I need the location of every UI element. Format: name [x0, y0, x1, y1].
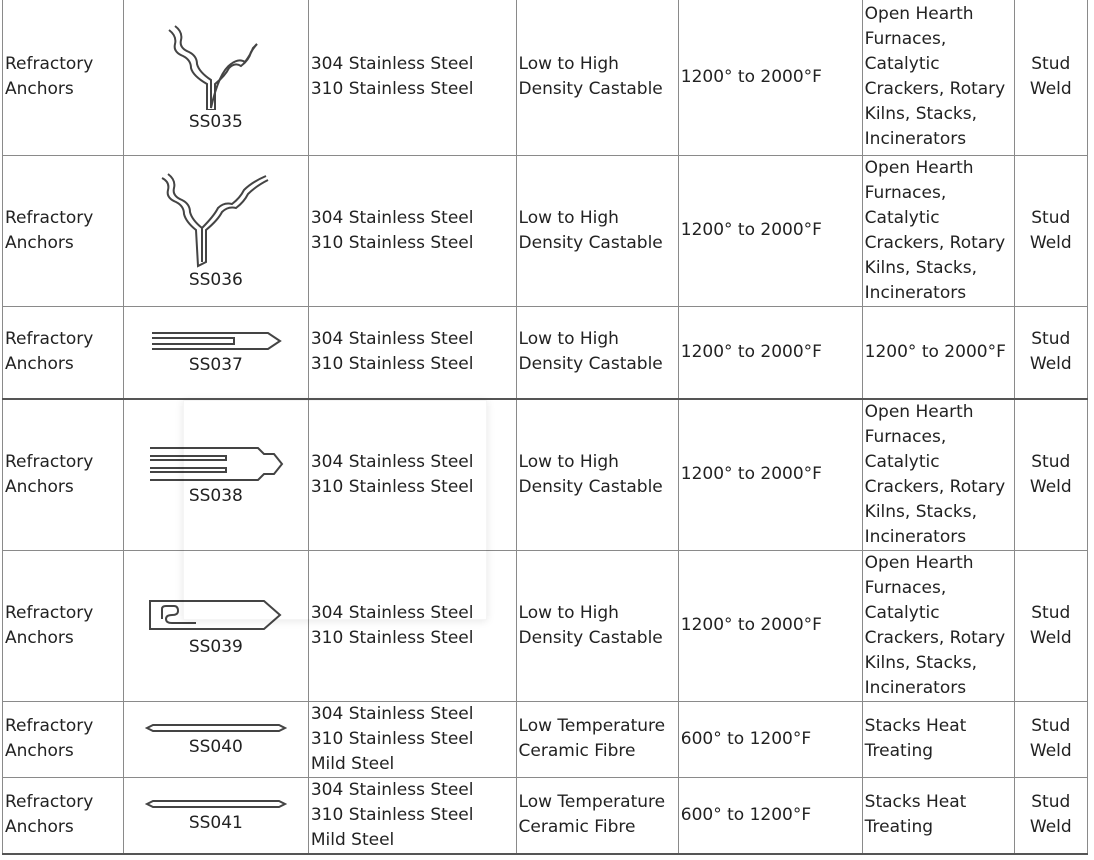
uses-cell: Open Hearth Furnaces, Catalytic Crackers, Rotary Kilns, Stacks, Incinerators	[862, 155, 1014, 306]
install-cell: Stud Weld	[1014, 155, 1087, 306]
table-row	[3, 399, 1088, 551]
product-image-cell	[123, 155, 308, 306]
install-cell: Stud Weld	[1014, 306, 1087, 399]
install-cell: Stud Weld	[1014, 399, 1087, 551]
category-cell: Refractory Anchors	[3, 550, 124, 701]
application-cell: Low to High Density Castable	[516, 155, 678, 306]
product-image-cell	[123, 701, 308, 777]
uses-cell: Open Hearth Furnaces, Catalytic Crackers, Rotary Kilns, Stacks, Incinerators	[862, 399, 1014, 551]
material-cell: 304 Stainless Steel 310 Stainless Steel	[308, 0, 516, 155]
anchor-ss040-drawing	[145, 721, 287, 735]
material-cell: 304 Stainless Steel 310 Stainless Steel	[308, 399, 516, 551]
anchor-ss035-drawing	[161, 22, 271, 110]
table-row	[3, 701, 1088, 777]
uses-cell: Stacks Heat Treating	[862, 777, 1014, 853]
product-code: SS039	[188, 636, 243, 657]
uses-cell: 1200° to 2000°F	[862, 306, 1014, 399]
application-cell: Low to High Density Castable	[516, 306, 678, 399]
temperature-cell: 1200° to 2000°F	[678, 306, 862, 399]
anchor-ss038-drawing	[146, 444, 286, 484]
application-cell: Low Temperature Ceramic Fibre	[516, 701, 678, 777]
uses-cell: Open Hearth Furnaces, Catalytic Crackers, Rotary Kilns, Stacks, Incinerators	[862, 550, 1014, 701]
category-cell: Refractory Anchors	[3, 701, 124, 777]
install-cell: Stud Weld	[1014, 550, 1087, 701]
anchor-ss036-drawing	[156, 172, 276, 268]
product-image-cell	[123, 306, 308, 399]
table-row	[3, 550, 1088, 701]
category-cell: Refractory Anchors	[3, 155, 124, 306]
category-cell: Refractory Anchors	[3, 306, 124, 399]
temperature-cell: 1200° to 2000°F	[678, 155, 862, 306]
product-code: SS041	[188, 813, 243, 833]
install-cell: Stud Weld	[1014, 777, 1087, 853]
anchor-spec-table	[2, 0, 1088, 854]
table-row	[3, 155, 1088, 306]
product-code: SS035	[188, 112, 243, 133]
product-image-cell	[123, 550, 308, 701]
product-code: SS036	[188, 269, 243, 290]
uses-cell: Open Hearth Furnaces, Catalytic Crackers, Rotary Kilns, Stacks, Incinerators	[862, 0, 1014, 155]
material-cell: 304 Stainless Steel 310 Stainless Steel	[308, 155, 516, 306]
temperature-cell: 1200° to 2000°F	[678, 399, 862, 551]
product-image-cell	[123, 0, 308, 155]
anchor-ss039-drawing	[146, 595, 286, 635]
application-cell: Low to High Density Castable	[516, 550, 678, 701]
install-cell: Stud Weld	[1014, 0, 1087, 155]
application-cell: Low Temperature Ceramic Fibre	[516, 777, 678, 853]
product-code: SS037	[188, 355, 243, 375]
install-cell: Stud Weld	[1014, 701, 1087, 777]
product-image-cell	[123, 399, 308, 551]
category-cell: Refractory Anchors	[3, 777, 124, 853]
table-bottom-rule	[2, 853, 1088, 855]
category-cell: Refractory Anchors	[3, 0, 124, 155]
product-image-cell	[123, 777, 308, 853]
anchor-ss037-drawing	[150, 329, 282, 353]
table-row	[3, 0, 1088, 155]
table-row	[3, 306, 1088, 399]
application-cell: Low to High Density Castable	[516, 399, 678, 551]
material-cell: 304 Stainless Steel 310 Stainless Steel	[308, 550, 516, 701]
anchor-ss041-drawing	[145, 797, 287, 811]
product-code: SS040	[188, 737, 243, 757]
temperature-cell: 1200° to 2000°F	[678, 0, 862, 155]
material-cell: 304 Stainless Steel 310 Stainless Steel Mild Steel	[308, 701, 516, 777]
material-cell: 304 Stainless Steel 310 Stainless Steel Mild Steel	[308, 777, 516, 853]
product-code: SS038	[188, 485, 243, 506]
table-row	[3, 777, 1088, 853]
temperature-cell: 600° to 1200°F	[678, 777, 862, 853]
temperature-cell: 1200° to 2000°F	[678, 550, 862, 701]
application-cell: Low to High Density Castable	[516, 0, 678, 155]
temperature-cell: 600° to 1200°F	[678, 701, 862, 777]
category-cell: Refractory Anchors	[3, 399, 124, 551]
uses-cell: Stacks Heat Treating	[862, 701, 1014, 777]
material-cell: 304 Stainless Steel 310 Stainless Steel	[308, 306, 516, 399]
